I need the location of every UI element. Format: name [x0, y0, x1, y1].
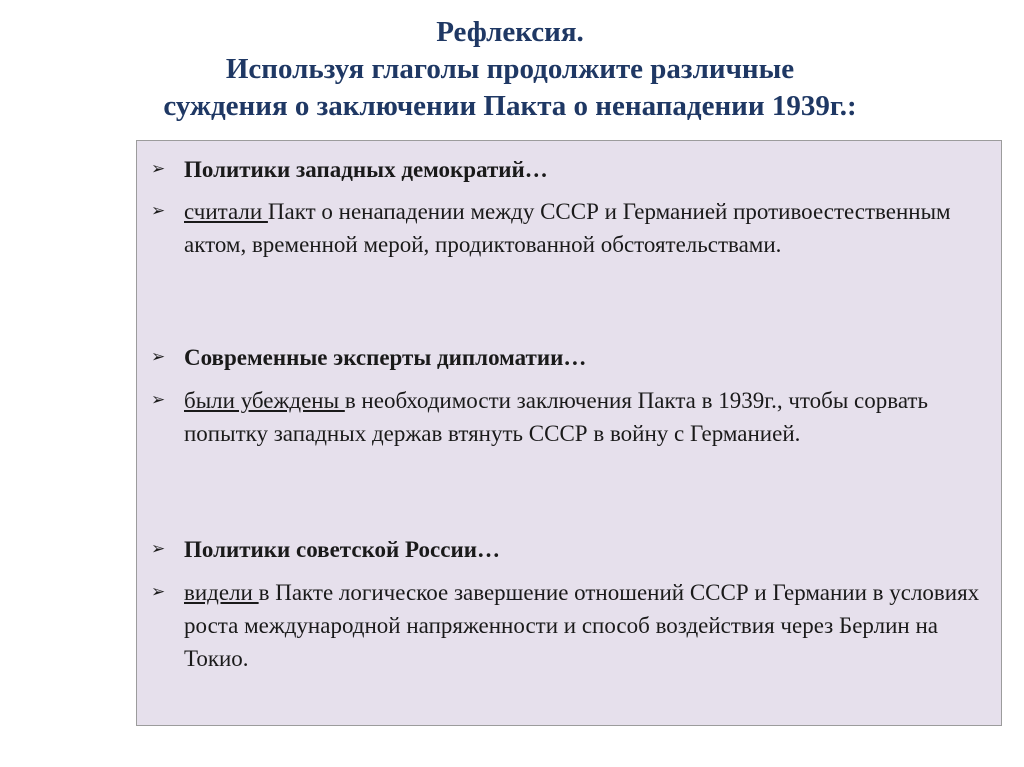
arrowhead-bullet-icon: ➢	[151, 159, 166, 179]
arrowhead-bullet-icon: ➢	[151, 347, 166, 367]
list-item-experts-opinion	[151, 384, 991, 450]
item-body: в Пакте логическое завершение отношений СССР и Германии в условиях роста международной напряженности и способ воздействия через Берлин на Токио.	[184, 580, 980, 671]
item-body: Пакт о ненападении между СССР и Германией противоестественным актом, временной мерой, продиктованной обстоятельствами.	[184, 199, 951, 257]
list-item-heading-western	[151, 153, 991, 186]
item-text	[184, 195, 991, 261]
verb-underlined: видели	[184, 580, 259, 605]
item-body: в необходимости заключения Пакта в 1939г., чтобы сорвать попытку западных держав втянуть СССР в войну с Германией.	[184, 388, 928, 446]
heading-text: Политики советской России…	[184, 537, 500, 562]
item-text	[184, 384, 991, 450]
heading-text: Политики западных демократий…	[184, 157, 548, 182]
arrowhead-bullet-icon: ➢	[151, 582, 166, 602]
arrowhead-bullet-icon: ➢	[151, 539, 166, 559]
title-line-2: Используя глаголы продолжите различные	[225, 53, 795, 85]
list-item-soviet-opinion	[151, 576, 991, 675]
verb-underlined: считали	[184, 199, 268, 224]
heading-text: Современные эксперты дипломатии…	[184, 345, 587, 370]
item-text	[184, 576, 991, 675]
arrowhead-bullet-icon: ➢	[151, 201, 166, 221]
content-box	[136, 140, 1002, 726]
list-item-western-opinion	[151, 195, 991, 261]
title-line-1: Рефлексия.	[436, 16, 584, 48]
slide-title	[150, 14, 870, 125]
title-line-3: суждения о заключении Пакта о ненападении 1939г.:	[163, 90, 857, 122]
arrowhead-bullet-icon: ➢	[151, 390, 166, 410]
verb-underlined: были убеждены	[184, 388, 345, 413]
list-item-heading-soviet	[151, 533, 991, 566]
list-item-heading-experts	[151, 341, 991, 374]
